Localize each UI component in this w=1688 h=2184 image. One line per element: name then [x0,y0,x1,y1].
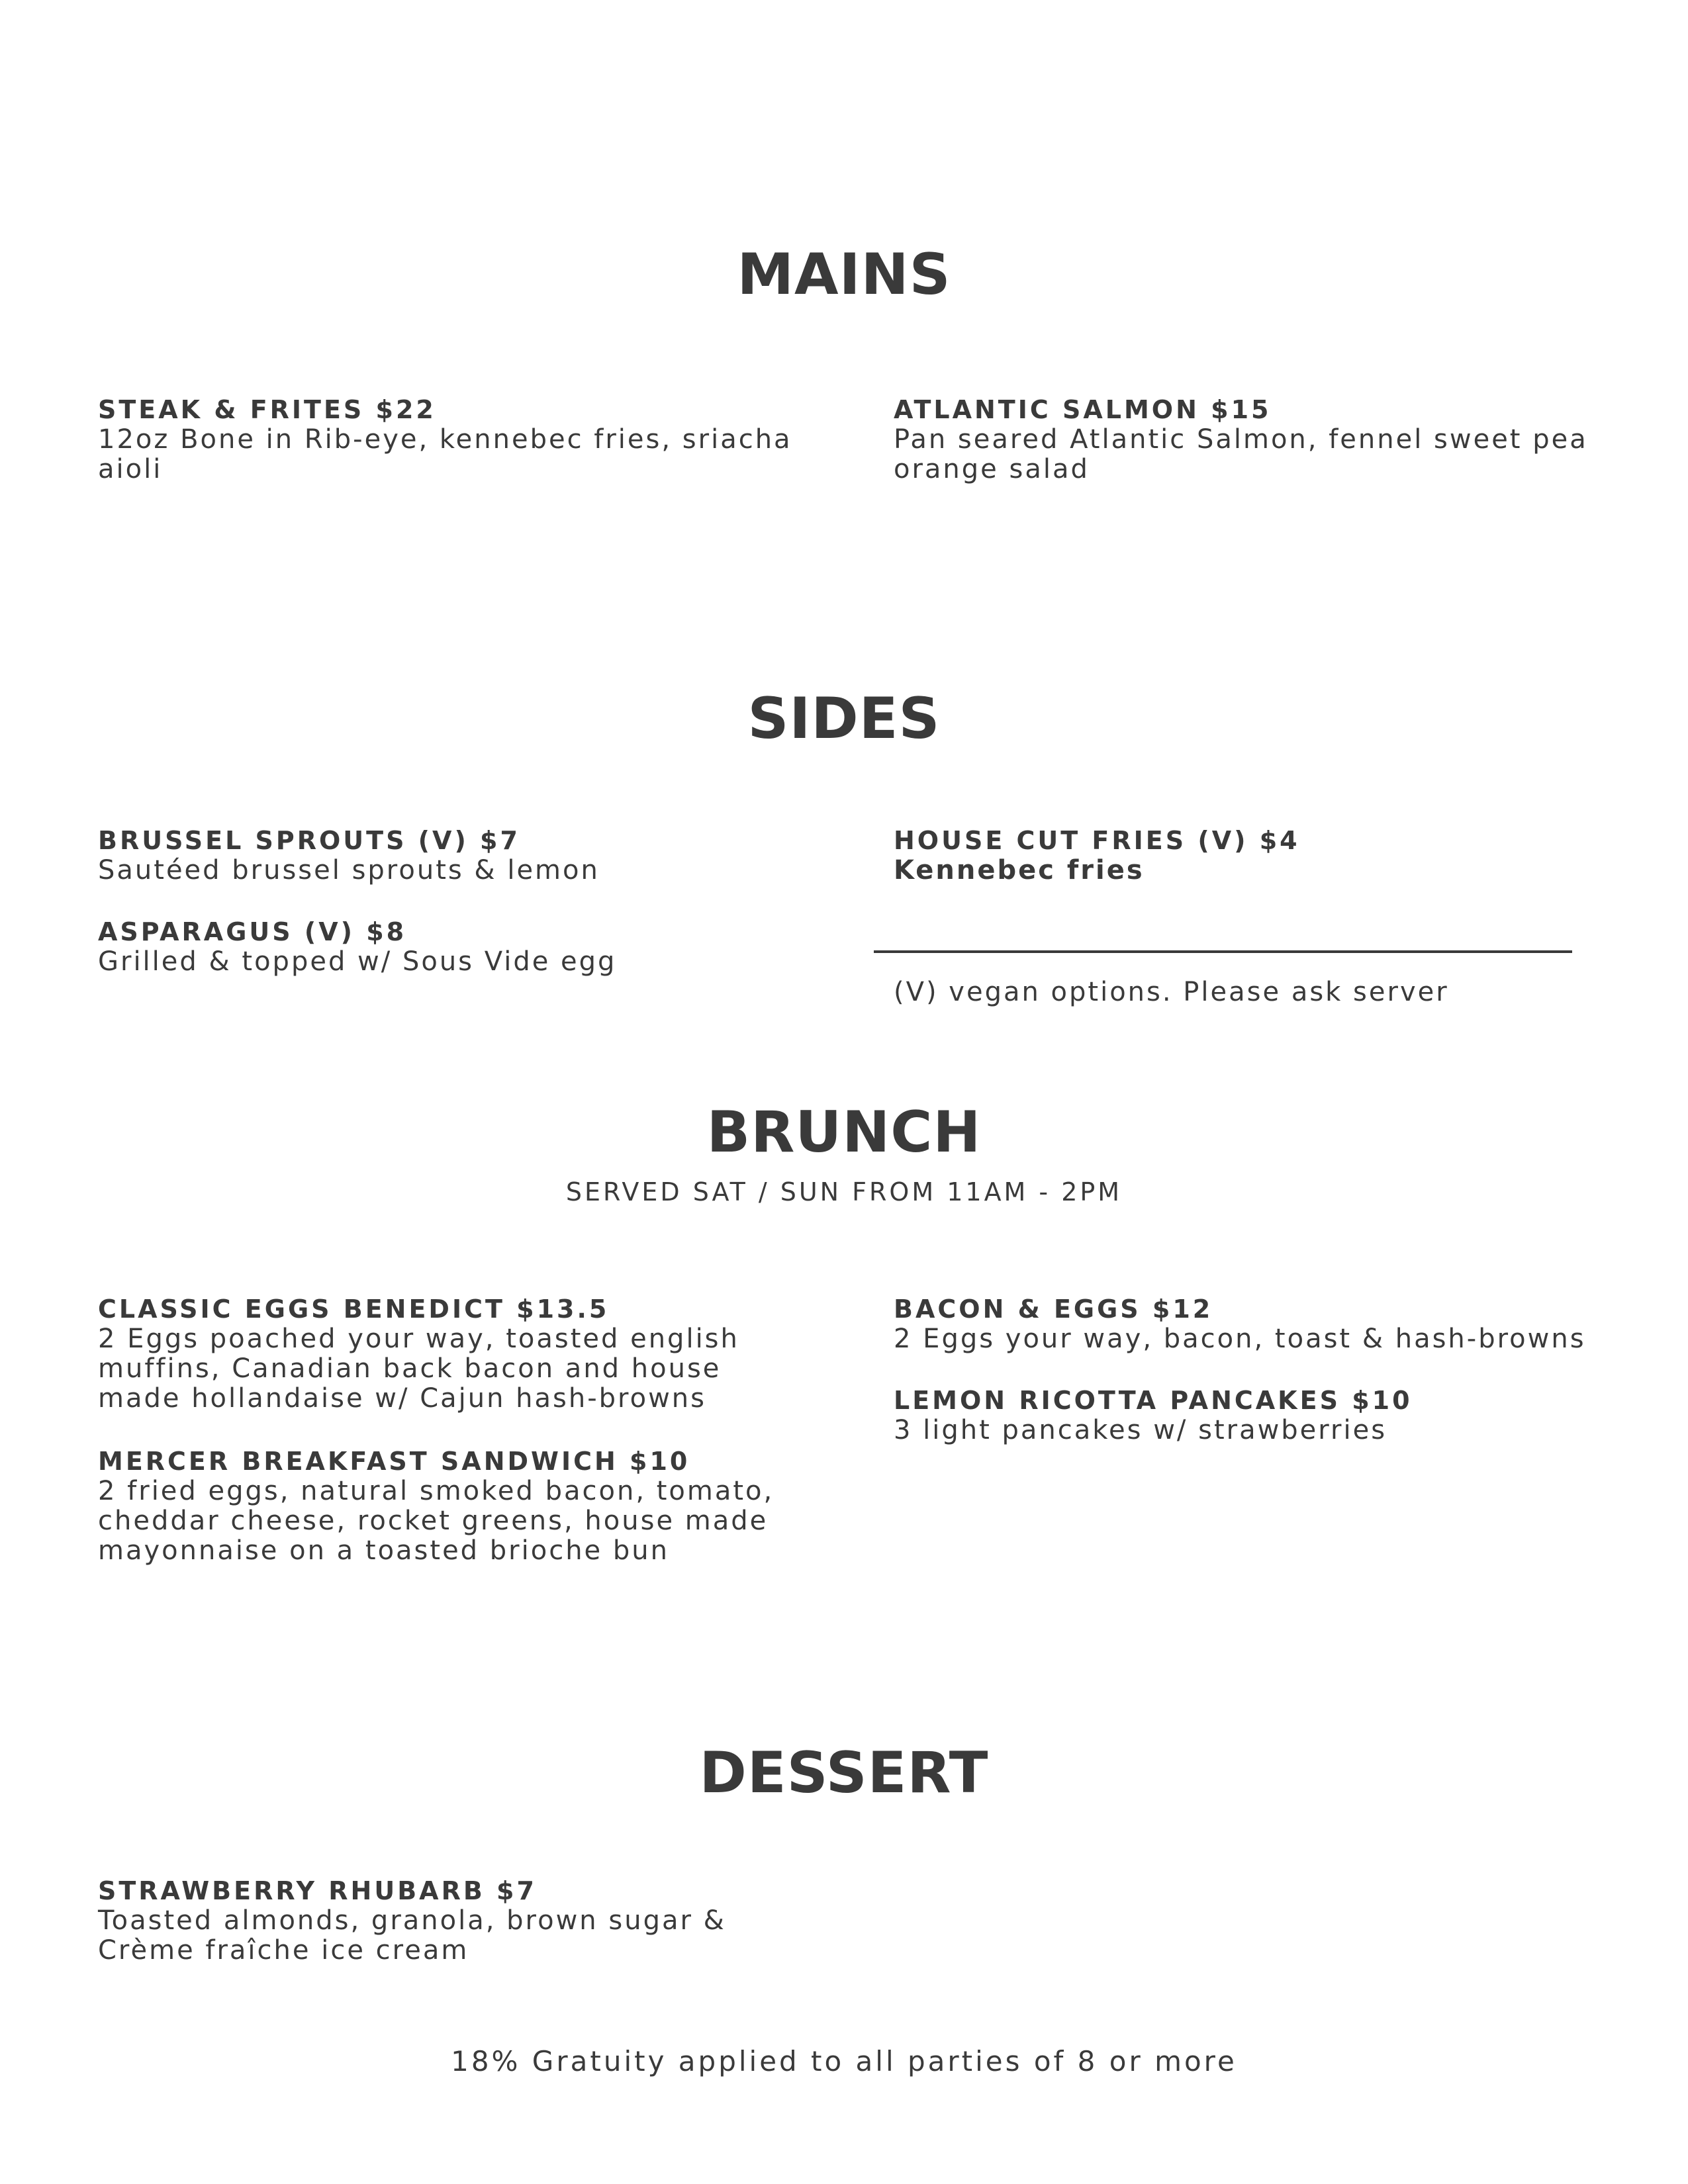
item-title: HOUSE CUT FRIES (V) $4 [894,826,1300,855]
item-description: 2 fried eggs, natural smoked bacon, tomato, cheddar cheese, rocket greens, house made mayonnaise on a toasted brioche bun [98,1476,774,1566]
item-title: BACON & EGGS $12 [894,1295,1213,1324]
menu-item-lemon-ricotta-pancakes [894,1385,1595,1445]
menu-item-steak-frites [98,394,800,484]
menu-item-classic-eggs-benedict [98,1294,800,1414]
item-description: 2 Eggs poached your way, toasted english muffins, Canadian back bacon and house made hollandaise w/ Cajun hash-browns [98,1324,739,1414]
vegan-note: (V) vegan options. Please ask server [894,977,1449,1007]
brunch-heading: BRUNCH [706,1099,982,1165]
item-title: STRAWBERRY RHUBARB $7 [98,1876,537,1905]
item-description: Sautéed brussel sprouts & lemon [98,855,600,886]
menu-item-house-cut-fries [894,825,1595,886]
item-title: BRUSSEL SPROUTS (V) $7 [98,826,520,855]
item-description: Pan seared Atlantic Salmon, fennel sweet pea orange salad [894,424,1588,484]
item-description: Grilled & topped w/ Sous Vide egg [98,946,617,977]
item-title: ATLANTIC SALMON $15 [894,395,1272,424]
item-title: CLASSIC EGGS BENEDICT $13.5 [98,1295,610,1324]
gratuity-note: 18% Gratuity applied to all parties of 8 or more [451,2045,1237,2077]
item-description: 12oz Bone in Rib-eye, kennebec fries, sriacha aioli [98,424,792,484]
sides-heading: SIDES [747,686,941,752]
item-title: MERCER BREAKFAST SANDWICH $10 [98,1447,690,1476]
menu-item-bacon-eggs [894,1294,1622,1354]
mains-heading: MAINS [737,242,951,308]
menu-item-brussel-sprouts [98,825,800,886]
menu-item-asparagus [98,917,800,977]
dessert-heading: DESSERT [699,1740,989,1806]
item-title: STEAK & FRITES $22 [98,395,436,424]
item-description: Kennebec fries [894,855,1145,886]
divider-line [874,950,1572,953]
menu-item-strawberry-rhubarb [98,1876,800,1966]
item-description: 2 Eggs your way, bacon, toast & hash-browns [894,1324,1586,1354]
item-description: 3 light pancakes w/ strawberries [894,1415,1387,1445]
item-title: LEMON RICOTTA PANCAKES $10 [894,1386,1413,1415]
menu-item-atlantic-salmon [894,394,1595,484]
menu-item-mercer-breakfast-sandwich [98,1446,800,1566]
brunch-subheading: SERVED SAT / SUN FROM 11AM - 2PM [565,1177,1123,1206]
item-title: ASPARAGUS (V) $8 [98,917,407,946]
item-description: Toasted almonds, granola, brown sugar & Crème fraîche ice cream [98,1905,726,1966]
